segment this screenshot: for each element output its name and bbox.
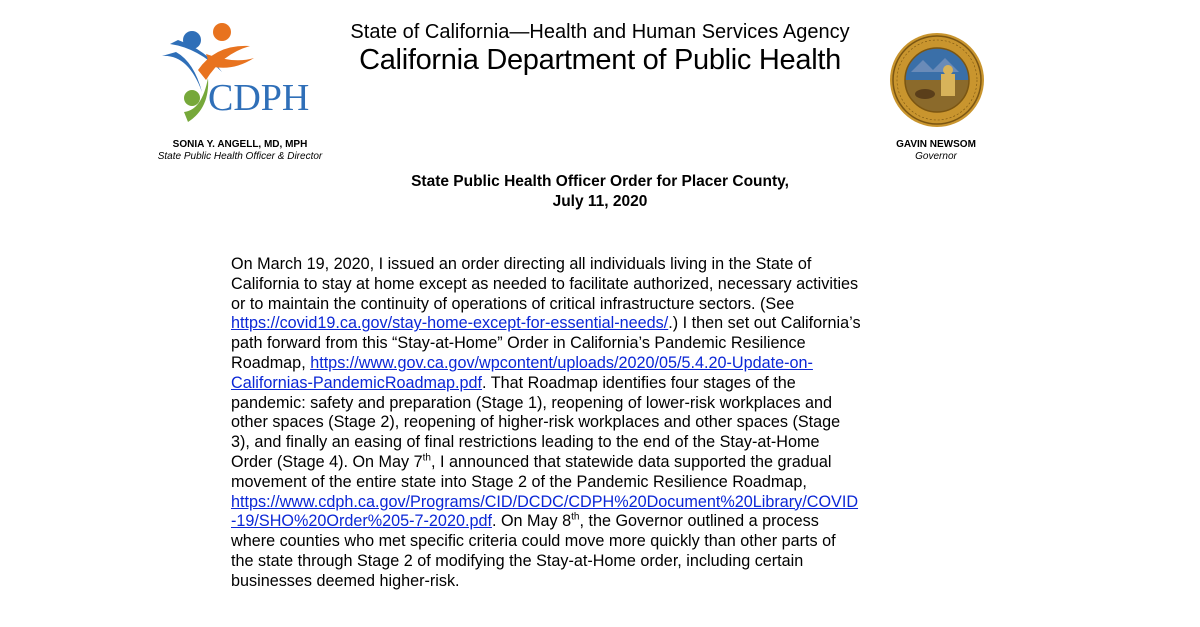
- body-line: movement of the entire state into Stage 2 of the Pandemic Resilience Roadmap,: [231, 472, 807, 491]
- body-paragraph: [231, 255, 951, 592]
- body-text-segment: . That Roadmap identifies four stages of the: [482, 373, 796, 392]
- agency-name: State of California—Health and Human Services Agency: [350, 21, 850, 43]
- body-line: [231, 354, 951, 374]
- superscript: th: [571, 511, 580, 523]
- document-title: [300, 172, 900, 212]
- body-line: [231, 493, 951, 513]
- body-line: businesses deemed higher-risk.: [231, 571, 460, 590]
- sho-order-link-part-2[interactable]: -19/SHO%20Order%205-7-2020.pdf: [231, 512, 492, 531]
- health-officer-block: [130, 138, 350, 163]
- governor-block: [846, 138, 1026, 163]
- body-line: pandemic: safety and preparation (Stage 1), reopening of lower-risk workplaces and: [231, 393, 833, 412]
- body-line: path forward from this “Stay-at-Home” Order in California’s Pandemic Resilience: [231, 334, 806, 353]
- roadmap-link-part-2[interactable]: Californias-PandemicRoadmap.pdf: [231, 373, 483, 392]
- health-officer-name: SONIA Y. ANGELL, MD, MPH: [172, 139, 308, 150]
- health-officer-title: State Public Health Officer & Director: [157, 151, 323, 162]
- document-title-line-1: State Public Health Officer Order for Placer County,: [411, 173, 789, 190]
- roadmap-link-part-1[interactable]: https://www.gov.ca.gov/wpcontent/uploads/2020/05/5.4.20-Update-on-: [310, 353, 813, 372]
- stay-home-link[interactable]: https://covid19.ca.gov/stay-home-except-for-essential-needs/: [231, 314, 669, 333]
- body-line: [231, 512, 951, 532]
- body-text-segment: Roadmap,: [231, 353, 311, 372]
- department-name: California Department of Public Health: [359, 44, 841, 76]
- body-text-segment: . On May 8: [491, 512, 572, 531]
- body-line: where counties who met specific criteria could move more quickly than other parts of: [231, 532, 836, 551]
- body-line: [231, 453, 951, 473]
- body-text-segment: , the Governor outlined a process: [579, 512, 819, 531]
- body-text-segment: , I announced that statewide data supported the gradual: [430, 452, 832, 471]
- body-line: On March 19, 2020, I issued an order directing all individuals living in the State of: [231, 255, 812, 273]
- governor-name: GAVIN NEWSOM: [896, 139, 976, 150]
- body-line: [231, 314, 951, 334]
- body-text-segment: .) I then set out California’s: [668, 314, 861, 333]
- governor-title: Governor: [915, 151, 957, 162]
- body-line: California to stay at home except as needed to facilitate authorized, necessary activities: [231, 274, 859, 293]
- logo-text: CDPH: [208, 77, 310, 119]
- body-line: [231, 374, 951, 394]
- body-line: other spaces (Stage 2), reopening of higher-risk workplaces and other spaces (Stage: [231, 413, 841, 432]
- body-line: 3), and finally an easing of final restrictions leading to the end of the Stay-at-Home: [231, 433, 820, 452]
- cdph-logo: [158, 14, 324, 128]
- document-title-line-2: July 11, 2020: [552, 193, 648, 210]
- superscript: th: [422, 452, 431, 464]
- body-line: the state through Stage 2 of modifying the Stay-at-Home order, including certain: [231, 551, 804, 570]
- body-line: or to maintain the continuity of operations of critical infrastructure sectors. (See: [231, 294, 795, 313]
- state-seal-icon: [889, 32, 985, 128]
- body-text-segment: Order (Stage 4). On May 7: [231, 452, 423, 471]
- sho-order-link-part-1[interactable]: https://www.cdph.ca.gov/Programs/CID/DCDC/CDPH%20Document%20Library/COVID: [231, 492, 859, 511]
